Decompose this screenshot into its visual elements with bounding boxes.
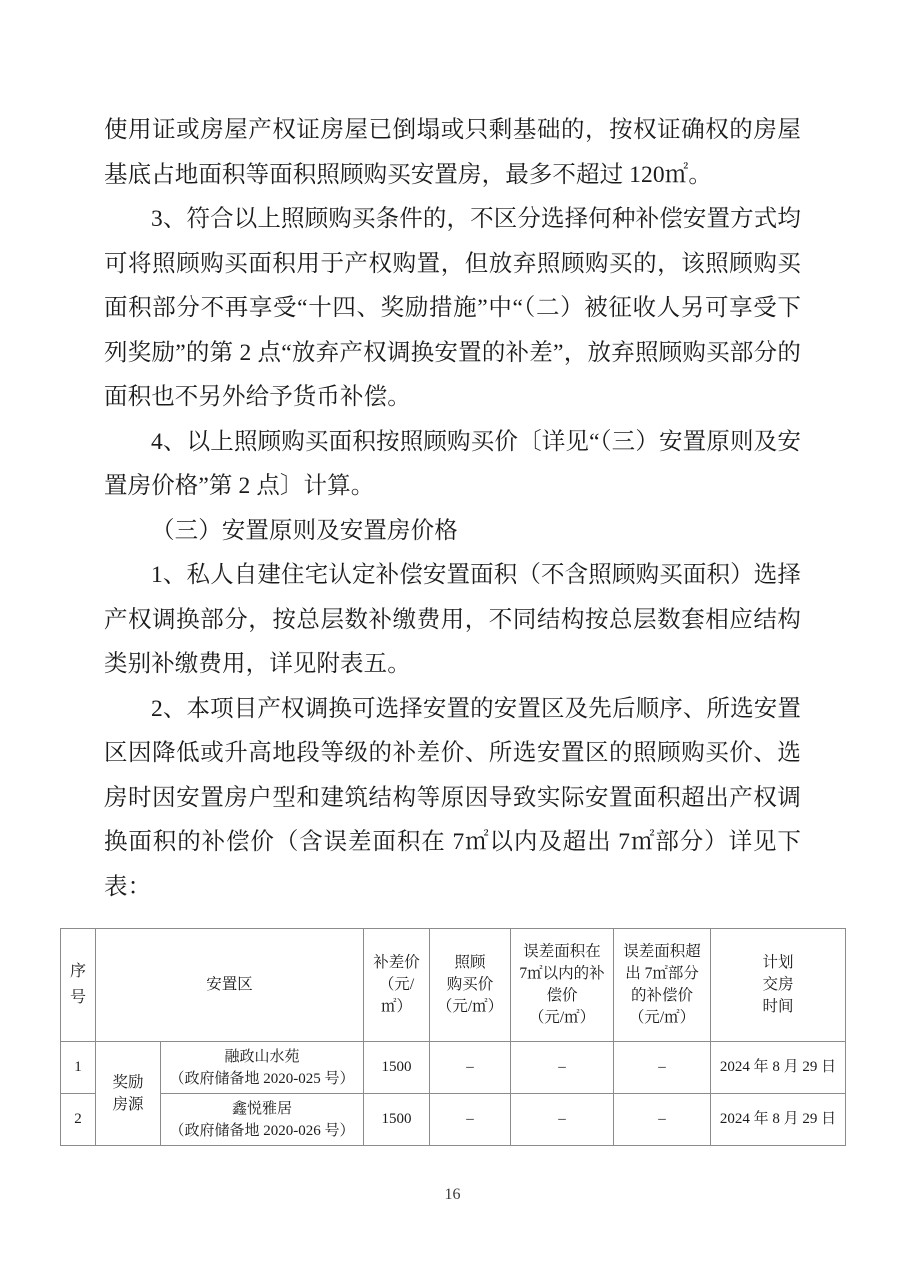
paragraph-sub-2: 2、本项目产权调换可选择安置的安置区及先后顺序、所选安置区因降低或升高地段等级的补差价、所选安置区的照顾购买价、选房时因安置房户型和建筑结构等原因导致实际安置面积超出产权调换面积的补偿价（含误差面积在 7㎡以内及超出 7㎡部分）详见下表：	[104, 695, 801, 900]
header-price-diff	[364, 929, 430, 1042]
cell-zone-name: 融政山水苑	[224, 1048, 300, 1065]
header-within7-line2: 7㎡以内的补	[519, 965, 605, 982]
header-delivery-line1: 计划	[762, 954, 794, 971]
section-heading-3: （三）安置原则及安置房价格	[151, 517, 458, 544]
cell-care-purchase: –	[430, 1042, 511, 1094]
cell-seq: 2	[61, 1094, 96, 1146]
header-seq-line1: 序号	[69, 963, 86, 1006]
header-seq	[61, 929, 96, 1042]
header-within-7sqm-compensation	[511, 929, 614, 1042]
header-over7-line1: 误差面积超	[623, 943, 701, 960]
header-delivery-line2: 交房	[762, 976, 794, 993]
header-over7-line4: （元/㎡）	[628, 1009, 696, 1026]
cell-category-line1: 奖励	[112, 1073, 144, 1091]
header-over7-line2: 出 7㎡部分	[625, 965, 699, 982]
table-row	[61, 1094, 846, 1146]
cell-zone-detail: （政府储备地 2020-025 号）	[169, 1070, 355, 1087]
header-price-diff-line2: （元/	[378, 976, 415, 993]
cell-delivery: 2024 年 8 月 29 日	[711, 1094, 846, 1146]
header-over-7sqm-compensation	[614, 929, 711, 1042]
paragraph-sub-1: 1、私人自建住宅认定补偿安置面积（不含照顾购买面积）选择产权调换部分，按总层数补缴费用，不同结构按总层数套相应结构类别补缴费用，详见附表五。	[104, 562, 801, 677]
cell-care-purchase: –	[430, 1094, 511, 1146]
header-over7-line3: 的补偿价	[631, 987, 694, 1004]
cell-over7: –	[614, 1042, 711, 1094]
cell-within7: –	[511, 1042, 614, 1094]
header-delivery-line3: 时间	[762, 998, 794, 1015]
cell-delivery: 2024 年 8 月 29 日	[711, 1042, 846, 1094]
header-care-purchase-line1: 照顾	[454, 954, 486, 971]
cell-zone	[161, 1042, 364, 1094]
paragraph-continuation: 使用证或房屋产权证房屋已倒塌或只剩基础的，按权证确权的房屋基底占地面积等面积照顾购买安置房，最多不超过 120㎡。	[104, 117, 801, 188]
header-within7-line1: 误差面积在	[523, 943, 601, 960]
header-care-purchase-price	[430, 929, 511, 1042]
cell-zone-name: 鑫悦雅居	[232, 1100, 293, 1117]
cell-category	[96, 1042, 161, 1146]
header-zone	[96, 929, 364, 1042]
paragraph-item-4: 4、以上照顾购买面积按照顾购买价〔详见“（三）安置原则及安置房价格”第 2 点〕计算。	[104, 428, 801, 499]
pricing-table-container	[60, 928, 845, 1146]
header-care-purchase-line3: （元/㎡）	[436, 998, 504, 1015]
header-care-purchase-line2: 购买价	[446, 976, 494, 993]
table-header-row	[61, 929, 846, 1042]
cell-category-line2: 房源	[112, 1095, 144, 1113]
header-within7-line3: 偿价	[546, 987, 578, 1004]
cell-within7: –	[511, 1094, 614, 1146]
header-delivery-time	[711, 929, 846, 1042]
table-row	[61, 1042, 846, 1094]
cell-price-diff: 1500	[364, 1094, 430, 1146]
resettlement-pricing-table	[60, 928, 846, 1146]
cell-zone	[161, 1094, 364, 1146]
cell-over7: –	[614, 1094, 711, 1146]
page-number: 16	[444, 1186, 461, 1203]
paragraph-item-3: 3、符合以上照顾购买条件的，不区分选择何种补偿安置方式均可将照顾购买面积用于产权购置，但放弃照顾购买的，该照顾购买面积部分不再享受“十四、奖励措施”中“（二）被征收人另可享受下列奖励”的第 2 点“放弃产权调换安置的补差”，放弃照顾购买部分的面积也不另外给予货币补偿。	[104, 206, 801, 410]
header-zone-label: 安置区	[206, 976, 253, 993]
header-within7-line4: （元/㎡）	[528, 1009, 596, 1026]
cell-price-diff: 1500	[364, 1042, 430, 1094]
cell-seq: 1	[61, 1042, 96, 1094]
header-price-diff-line1: 补差价	[373, 954, 420, 971]
header-price-diff-line3: ㎡）	[381, 998, 413, 1015]
document-body	[104, 108, 801, 909]
cell-zone-detail: （政府储备地 2020-026 号）	[169, 1122, 355, 1139]
